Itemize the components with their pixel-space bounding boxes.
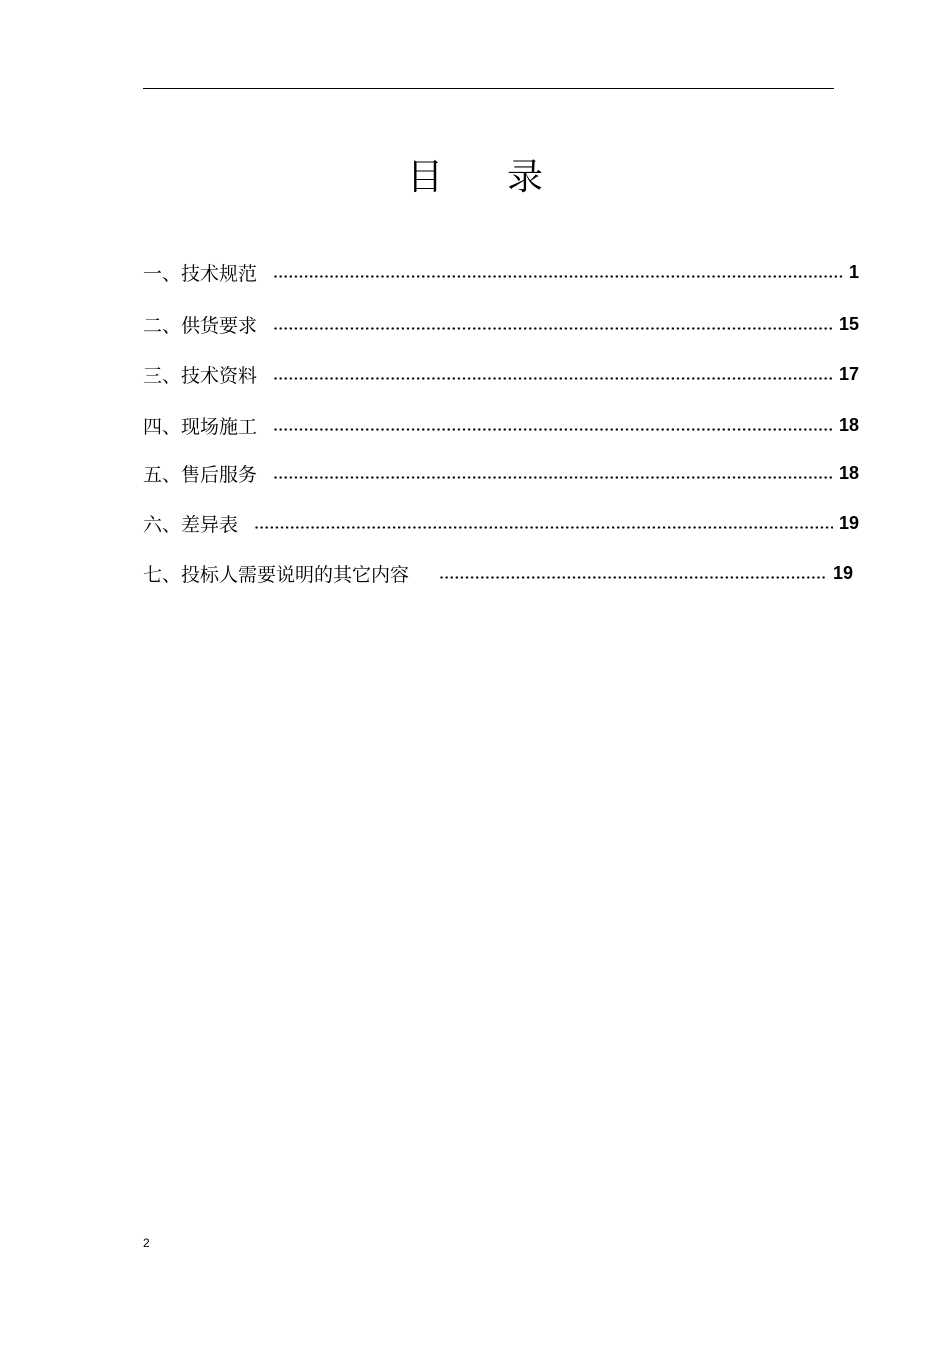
toc-dot-leader: [439, 557, 827, 589]
toc-entry-3[interactable]: [143, 358, 859, 390]
toc-entry-label: 三、技术资料: [143, 364, 258, 387]
toc-entry-page: 18: [838, 414, 859, 435]
toc-entry-6[interactable]: [143, 507, 859, 539]
toc-entry-label: 二、供货要求: [143, 314, 258, 337]
header-rule: [143, 88, 834, 89]
toc-entry-4[interactable]: [143, 409, 859, 441]
toc-entry-2[interactable]: [143, 308, 859, 340]
toc-entry-label: 六、差异表: [143, 513, 239, 536]
footer-page-number: 2: [143, 1236, 150, 1250]
toc-entry-page: 18: [838, 462, 859, 483]
toc-title-char-2: 录: [507, 157, 544, 198]
toc-dot-leader: [273, 358, 833, 390]
toc-entry-5[interactable]: [143, 457, 859, 489]
toc-dot-leader: [273, 308, 833, 340]
toc-dot-leader: [273, 256, 843, 288]
toc-title: [0, 150, 950, 206]
toc-entry-page: 19: [832, 562, 853, 583]
toc-entry-page: 1: [848, 261, 859, 282]
toc-entry-1[interactable]: [143, 256, 859, 288]
toc-entry-page: 17: [838, 363, 859, 384]
toc-entry-7[interactable]: [143, 557, 853, 589]
toc-entry-label: 四、现场施工: [143, 415, 258, 438]
toc-dot-leader: [273, 409, 833, 441]
toc-entry-page: 19: [838, 512, 859, 533]
toc-dot-leader: [254, 507, 833, 539]
toc-dot-leader: [273, 457, 833, 489]
toc-entry-label: 七、投标人需要说明的其它内容: [143, 563, 410, 586]
toc-entry-label: 五、售后服务: [143, 463, 258, 486]
toc-title-char-1: 目: [406, 157, 443, 198]
toc-entry-label: 一、技术规范: [143, 262, 258, 285]
toc-entry-page: 15: [838, 313, 859, 334]
